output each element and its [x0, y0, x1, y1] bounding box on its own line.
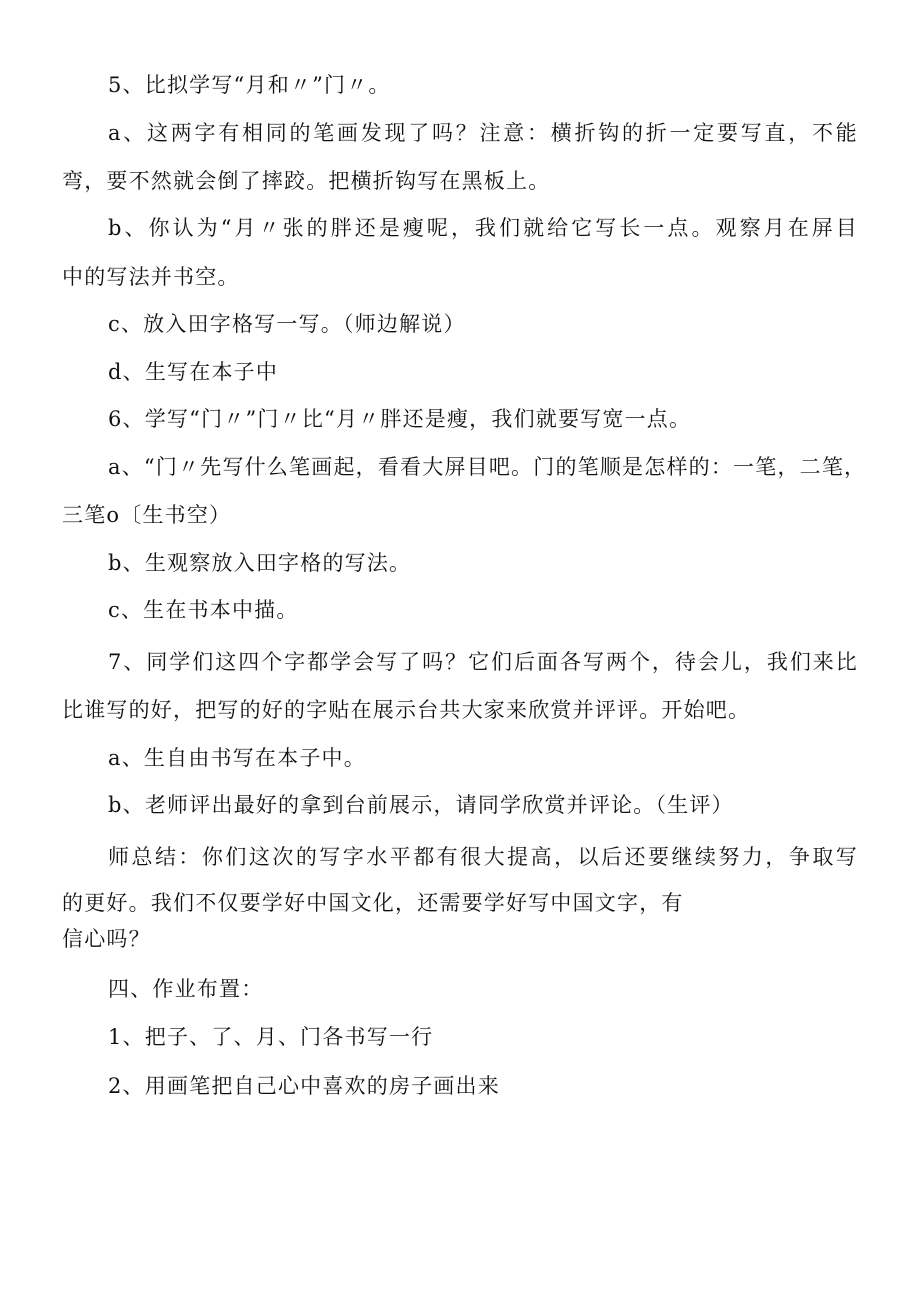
text-line: c、放入田字格写一写。（师边解说） [108, 312, 466, 336]
text-line: 四、作业布置： [108, 977, 264, 1001]
text-line: a、这两字有相同的笔画发现了吗？注意：横折钩的折一定要写直，不能 [108, 121, 858, 145]
text-line: 的更好。我们不仅要学好中国文化，还需要学好写中国文字，有 [62, 891, 684, 915]
text-line: 弯，要不然就会倒了摔跤。把横折钩写在黑板上。 [62, 169, 551, 193]
text-line: 中的写法并书空。 [62, 265, 240, 289]
text-line: b、你认为“月〃张的胖还是瘦呢，我们就给它写长一点。观察月在屏目 [108, 216, 858, 240]
text-line: b、生观察放入田字格的写法。 [108, 551, 412, 575]
text-line: 6、学写“门〃”门〃比“月〃胖还是瘦，我们就要写宽一点。 [108, 407, 692, 431]
text-line: d、生写在本子中 [108, 360, 279, 384]
text-line: 7、同学们这四个字都学会写了吗？它们后面各写两个，待会儿，我们来比 [108, 650, 858, 674]
text-line: 5、比拟学写“月和〃”门〃。 [108, 73, 391, 97]
text-line: 比谁写的好，把写的好的字贴在展示台共大家来欣赏并评评。开始吧。 [62, 698, 751, 722]
text-line: b、老师评出最好的拿到台前展示，请同学欣赏并评论。（生评） [108, 793, 734, 817]
text-line: 师总结：你们这次的写字水平都有很大提高，以后还要继续努力，争取写 [108, 845, 858, 869]
text-line: a、“门〃先写什么笔画起，看看大屏目吧。门的笔顺是怎样的：一笔，二笔， [108, 455, 867, 479]
text-line: c、生在书本中描。 [108, 598, 299, 622]
text-line: 1、把子、了、月、门各书写一行 [108, 1025, 434, 1049]
text-line: 信心吗？ [62, 927, 151, 951]
text-line: 三笔o〔生书空） [62, 503, 232, 527]
text-line: a、生自由书写在本子中。 [108, 746, 366, 770]
text-line: 2、用画笔把自己心中喜欢的房子画出来 [108, 1074, 500, 1098]
